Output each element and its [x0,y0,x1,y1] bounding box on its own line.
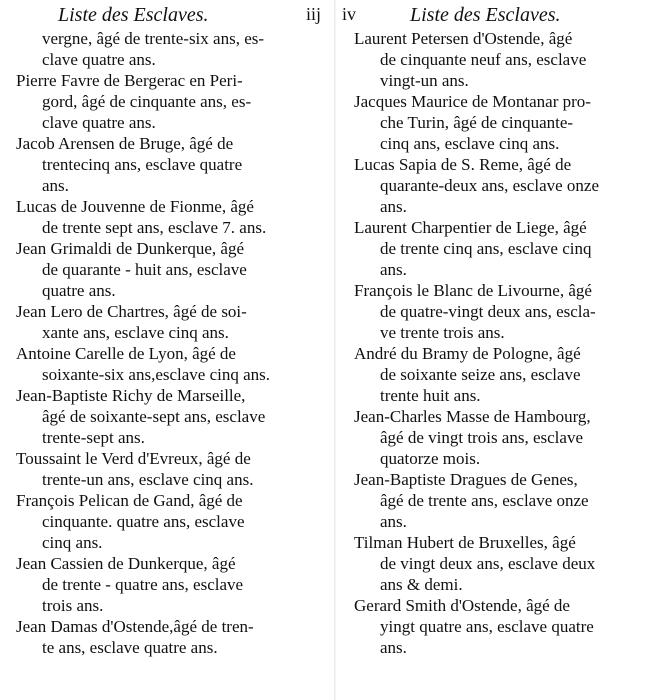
entry-line: de trente - quatre ans, esclave [42,575,244,594]
entry-line: de quatre-vingt deux ans, escla- [380,302,596,321]
entry-line: trentecinq ans, esclave quatre [42,155,243,174]
slave-entry [16,133,334,196]
slave-entry [16,385,334,448]
right-page [336,0,672,700]
left-entry-list [16,28,334,658]
entry-line: de trente sept ans, esclave 7. ans. [42,218,267,237]
slave-entry [16,616,334,658]
slave-entry [16,28,334,70]
entry-line: clave quatre ans. [42,50,156,69]
entry-line: ans & demi. [380,575,463,594]
right-page-number: iv [342,4,357,24]
slave-entry [354,595,672,658]
entry-line: de cinquante neuf ans, esclave [380,50,587,69]
entry-line: Gerard Smith d'Ostende, âgé de [354,596,570,615]
entry-line: Lucas Sapia de S. Reme, âgé de [354,155,572,174]
entry-line: trente huit ans. [380,386,481,405]
entry-line: ans. [42,176,69,195]
slave-entry [354,280,672,343]
entry-line: Jean Damas d'Ostende,âgé de tren- [16,617,254,636]
slave-entry [16,301,334,343]
entry-line: yingt quatre ans, esclave quatre [380,617,594,636]
entry-line: quarante-deux ans, esclave onze [380,176,599,195]
left-page-title: Liste des Esclaves. [58,4,209,26]
entry-line: quatre ans. [42,281,116,300]
entry-line: de vingt deux ans, esclave deux [380,554,596,573]
entry-line: Jean-Charles Masse de Hambourg, [354,407,591,426]
slave-entry [16,448,334,490]
entry-line: François le Blanc de Livourne, âgé [354,281,592,300]
entry-line: Laurent Charpentier de Liege, âgé [354,218,587,237]
entry-line: de trente cinq ans, esclave cinq [380,239,592,258]
entry-line: cinq ans. [42,533,103,552]
entry-line: vergne, âgé de trente-six ans, es- [42,29,265,48]
entry-line: Pierre Favre de Bergerac en Peri- [16,71,243,90]
entry-line: ve trente trois ans. [380,323,505,342]
slave-entry [354,469,672,532]
slave-entry [354,91,672,154]
slave-entry [354,343,672,406]
slave-entry [354,28,672,91]
entry-line: Jean Lero de Chartres, âgé de soi- [16,302,247,321]
slave-entry [354,217,672,280]
entry-line: Laurent Petersen d'Ostende, âgé [354,29,573,48]
entry-line: André du Bramy de Pologne, âgé [354,344,581,363]
entry-line: Jacob Arensen de Bruge, âgé de [16,134,234,153]
entry-line: Jean-Baptiste Dragues de Genes, [354,470,578,489]
entry-line: Jean-Baptiste Richy de Marseille, [16,386,246,405]
slave-entry [354,532,672,595]
slave-entry [16,70,334,133]
slave-entry [354,406,672,469]
slave-entry [354,154,672,217]
entry-line: che Turin, âgé de cinquante- [380,113,574,132]
entry-line: trois ans. [42,596,104,615]
entry-line: soixante-six ans,esclave cinq ans. [42,365,271,384]
entry-line: Antoine Carelle de Lyon, âgé de [16,344,236,363]
entry-line: gord, âgé de cinquante ans, es- [42,92,252,111]
entry-line: vingt-un ans. [380,71,469,90]
slave-entry [16,490,334,553]
slave-entry [16,238,334,301]
entry-line: cinq ans, esclave cinq ans. [380,134,560,153]
entry-line: de quarante - huit ans, esclave [42,260,247,279]
entry-line: clave quatre ans. [42,113,156,132]
right-entry-list [354,28,672,658]
right-page-title: Liste des Esclaves. [410,4,561,26]
entry-line: ans. [380,260,407,279]
slave-entry [16,196,334,238]
entry-line: François Pelican de Gand, âgé de [16,491,243,510]
entry-line: ans. [380,638,407,657]
left-page-number: iij [306,4,322,24]
entry-line: ans. [380,512,407,531]
entry-line: trente-un ans, esclave cinq ans. [42,470,254,489]
entry-line: Tilman Hubert de Bruxelles, âgé [354,533,576,552]
entry-line: Jean Grimaldi de Dunkerque, âgé [16,239,244,258]
entry-line: Lucas de Jouvenne de Fionme, âgé [16,197,254,216]
entry-line: trente-sept ans. [42,428,145,447]
slave-entry [16,343,334,385]
entry-line: Jean Cassien de Dunkerque, âgé [16,554,236,573]
entry-line: te ans, esclave quatre ans. [42,638,218,657]
entry-line: quatorze mois. [380,449,481,468]
entry-line: xante ans, esclave cinq ans. [42,323,229,342]
entry-line: de soixante seize ans, esclave [380,365,581,384]
entry-line: ans. [380,197,407,216]
entry-line: âgé de soixante-sept ans, esclave [42,407,266,426]
entry-line: âgé de vingt trois ans, esclave [380,428,583,447]
slave-entry [16,553,334,616]
entry-line: Toussaint le Verd d'Evreux, âgé de [16,449,251,468]
entry-line: cinquante. quatre ans, esclave [42,512,245,531]
entry-line: âgé de trente ans, esclave onze [380,491,589,510]
entry-line: Jacques Maurice de Montanar pro- [354,92,591,111]
